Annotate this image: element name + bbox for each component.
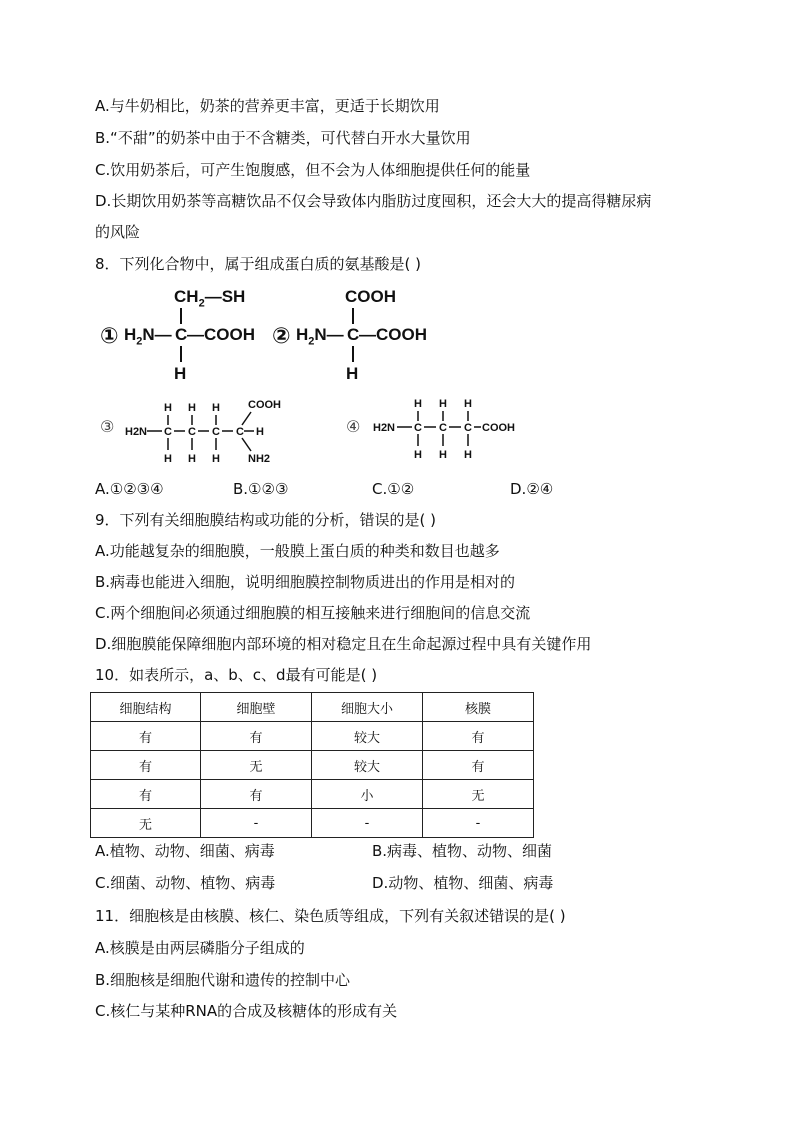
q10-option-c: C.细菌、动物、植物、病毒: [95, 874, 276, 892]
q9-option-c: C.两个细胞间必须通过细胞膜的相互接触来进行细胞间的信息交流: [95, 604, 531, 622]
s4-carbon-1: C: [414, 422, 422, 434]
q11-option-a: A.核膜是由两层磷脂分子组成的: [95, 939, 305, 957]
s4-h-3a: H: [464, 398, 472, 410]
s3-amino-2: NH2: [248, 453, 271, 465]
s1-bond-bottom: [180, 346, 182, 362]
s3-amino: H2N: [125, 426, 148, 438]
s3-h-3a: H: [212, 402, 220, 414]
structure-3-label: ③: [100, 417, 115, 436]
s1-bond-top: [180, 308, 182, 324]
q11-stem: 11．细胞核是由核膜、核仁、染色质等组成，下列有关叙述错误的是( ): [95, 907, 566, 925]
q7-option-c: C.饮用奶茶后，可产生饱腹感，但不会为人体细胞提供任何的能量: [95, 161, 531, 179]
q9-option-a: A.功能越复杂的细胞膜，一般膜上蛋白质的种类和数目也越多: [95, 542, 500, 560]
table-row: [91, 780, 534, 809]
table-cell: 有: [201, 722, 312, 751]
table-header-cell: 细胞大小: [312, 693, 423, 722]
s2-hydrogen: H: [346, 364, 359, 383]
table-header-row: [91, 693, 534, 722]
q10-stem: 10．如表所示，a、b、c、d最有可能是( ): [95, 666, 378, 684]
table-row: [91, 809, 534, 838]
s3-carbon-2: C: [188, 426, 196, 438]
q10-option-a: A.植物、动物、细菌、病毒: [95, 842, 275, 860]
s2-bond-top: [352, 308, 354, 324]
s2-bond-bottom: [352, 346, 354, 362]
table-cell: 有: [423, 722, 534, 751]
s3-h-1a: H: [164, 402, 172, 414]
s1-amino-group: $H_2N—$: [124, 325, 172, 348]
s1-alpha-carbon: C: [175, 325, 188, 344]
s2-carboxyl-group: —COOH: [359, 325, 427, 344]
table-header-cell: 细胞壁: [201, 693, 312, 722]
q7-option-d: D.长期饮用奶茶等高糖饮品不仅会导致体内脂肪过度囤积，还会大大的提高得糖尿病: [95, 192, 652, 210]
table-cell: 小: [312, 780, 423, 809]
q9-option-d: D.细胞膜能保障细胞内部环境的相对稳定且在生命起源过程中具有关键作用: [95, 635, 592, 653]
q8-option-c: C.①②: [372, 480, 415, 498]
q8-option-a: A.①②③④: [95, 480, 164, 498]
s4-carboxyl: COOH: [482, 422, 515, 434]
cell-comparison-table: [90, 692, 534, 838]
q9-option-b: B.病毒也能进入细胞，说明细胞膜控制物质进出的作用是相对的: [95, 573, 516, 591]
table-cell: 有: [91, 722, 201, 751]
q11-option-c: C.核仁与某种RNA的合成及核糖体的形成有关: [95, 1002, 398, 1020]
table-cell: -: [423, 809, 534, 838]
q11-option-b: B.细胞核是细胞代谢和遗传的控制中心: [95, 971, 351, 989]
s3-carboxyl: COOH: [248, 399, 281, 411]
structure-2-label: ②: [272, 324, 291, 349]
s4-amino: H2N: [373, 422, 396, 434]
s2-amino-group: $H_2N—$: [296, 325, 344, 348]
q8-option-b: B.①②③: [233, 480, 289, 498]
s1-hydrogen: H: [174, 364, 187, 383]
s4-h-2a: H: [439, 398, 447, 410]
q8-option-d: D.②④: [510, 480, 554, 498]
q8-stem: 8．下列化合物中，属于组成蛋白质的氨基酸是( ): [95, 255, 422, 273]
s1-top-group: $CH_2—SH$: [174, 287, 246, 310]
structure-1-label: ①: [100, 324, 119, 349]
structure-3-diagram: [120, 394, 290, 469]
table-cell: -: [201, 809, 312, 838]
table-header-cell: 细胞结构: [91, 693, 201, 722]
s4-h-3b: H: [464, 449, 472, 461]
table-cell: 无: [201, 751, 312, 780]
table-row: [91, 722, 534, 751]
s4-carbon-2: C: [439, 422, 447, 434]
q7-option-b: B.“不甜”的奶茶中由于不含糖类，可代替白开水大量饮用: [95, 129, 471, 147]
q10-option-b: B.病毒、植物、动物、细菌: [372, 842, 553, 860]
table-cell: 较大: [312, 722, 423, 751]
q9-stem: 9．下列有关细胞膜结构或功能的分析，错误的是( ): [95, 511, 437, 529]
s3-carbon-4: C: [236, 426, 244, 438]
table-cell: 有: [91, 780, 201, 809]
table-cell: 无: [423, 780, 534, 809]
q7-option-a: A.与牛奶相比，奶茶的营养更丰富，更适于长期饮用: [95, 97, 440, 115]
s3-carbon-3: C: [212, 426, 220, 438]
s3-h-2a: H: [188, 402, 196, 414]
s4-h-2b: H: [439, 449, 447, 461]
s3-carbon-1: C: [164, 426, 172, 438]
s4-h-1a: H: [414, 398, 422, 410]
s2-alpha-carbon: C: [347, 325, 360, 344]
table-cell: -: [312, 809, 423, 838]
s3-h-3b: H: [212, 453, 220, 465]
s2-top-group: COOH: [345, 287, 396, 306]
table-header-cell: 核膜: [423, 693, 534, 722]
table-cell: 有: [423, 751, 534, 780]
s4-h-1b: H: [414, 449, 422, 461]
q10-option-d: D.动物、植物、细菌、病毒: [372, 874, 554, 892]
structure-4-diagram: [368, 394, 528, 469]
q7-option-d-continued: 的风险: [95, 223, 141, 241]
table-cell: 有: [91, 751, 201, 780]
structure-4-label: ④: [346, 417, 361, 436]
table-cell: 较大: [312, 751, 423, 780]
table-row: [91, 751, 534, 780]
s3-h-2b: H: [188, 453, 196, 465]
table-cell: 无: [91, 809, 201, 838]
s3-h-1b: H: [164, 453, 172, 465]
table-cell: 有: [201, 780, 312, 809]
s3-h-right: H: [256, 426, 264, 438]
s1-carboxyl-group: —COOH: [187, 325, 255, 344]
s4-carbon-3: C: [464, 422, 472, 434]
